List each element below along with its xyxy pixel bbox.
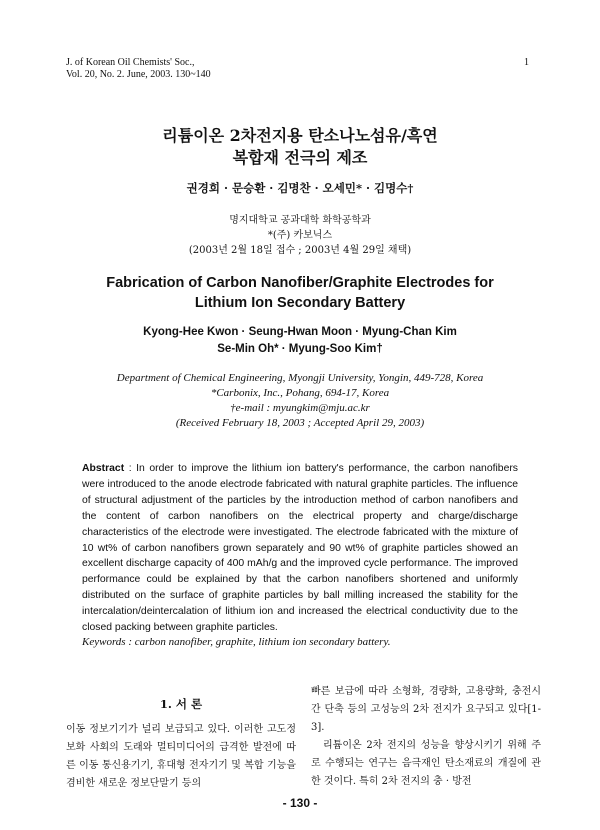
korean-authors: 권경희 · 문승환 · 김명찬 · 오세민* · 김명수† xyxy=(186,181,414,195)
body-paragraph: 리튬이온 2차 전지의 성능을 향상시키기 위해 주로 수행되는 연구는 음극재인 탄소재료의 개질에 관한 것이다. 특히 2차 전지의 충 · 방전 xyxy=(311,740,541,787)
korean-title-line-2: 복합재 전극의 제조 xyxy=(232,148,368,167)
body-column-left xyxy=(66,683,296,793)
keywords: Keywords : carbon nanofiber, graphite, lithium ion secondary battery. xyxy=(82,636,391,648)
english-title-line-2: Lithium Ion Secondary Battery xyxy=(194,295,406,311)
korean-affiliation-2: *(주) 카보닉스 xyxy=(267,230,333,241)
body-column-right xyxy=(311,683,541,791)
journal-citation xyxy=(66,57,211,81)
english-title-line-1: Fabrication of Carbon Nanofiber/Graphite Electrodes for xyxy=(106,275,494,291)
english-affiliation-1: Department of Chemical Engineering, Myongji University, Yongin, 449-728, Korea xyxy=(116,372,484,384)
abstract-label: Abstract xyxy=(82,463,125,474)
journal-line-1: J. of Korean Oil Chemists' Soc., xyxy=(66,57,195,68)
english-affiliation-3: †e-mail : myungkim@mju.ac.kr xyxy=(230,402,370,414)
korean-affiliation-1: 명지대학교 공과대학 화학공학과 xyxy=(229,215,371,226)
english-affiliation-2: *Carbonix, Inc., Pohang, 694-17, Korea xyxy=(210,387,390,399)
english-dates: (Received February 18, 2003 ; Accepted April 29, 2003) xyxy=(175,417,425,429)
abstract-text: : In order to improve the lithium ion battery's performance, the carbon nanofibers were introduced to the anode electrode fabricated with natural graphite particles. The influence of structural adjustment of the particles by the introduction method of carbon nanofibers and the content of carbon nanofibers on the electrical property and charge/discharge characteristics of the electrode were investigated. The electrode fabricated with the mixture of 10 wt% of carbon nanofibers grown separately and 90 wt% of graphite particles showed an excellent discharge capacity of 400 mAh/g and the improved cycle performance. The improved performance could be explained by that the carbon nanofibers shortened and uniformly distributed on the surface of graphite particles by ball milling increased the stability for the intercalation/deintercalation of lithium ion and increased the electrical conductivity due to the closed packing between graphite particles. xyxy=(82,463,519,634)
folio: - 130 - xyxy=(282,796,318,810)
korean-title xyxy=(0,125,600,169)
body-paragraph: 이동 정보기기가 널리 보급되고 있다. 이러한 고도정보화 사회의 도래와 멀티미디어의 급격한 발전에 따른 이동 통신용기기, 휴대형 전자기기 및 복합 기능을 겸비한 새로운 정보단말기 등의 xyxy=(66,724,296,789)
english-authors-line-2: Se-Min Oh* · Myung-Soo Kim† xyxy=(217,343,383,355)
page-number: 1 xyxy=(524,57,529,68)
english-authors xyxy=(0,324,600,358)
korean-dates: (2003년 2월 18일 접수 ; 2003년 4월 29일 채택) xyxy=(188,245,412,256)
korean-affiliation xyxy=(0,213,600,258)
abstract xyxy=(82,461,518,636)
english-affiliation xyxy=(0,371,600,431)
english-authors-line-1: Kyong-Hee Kwon · Seung-Hwan Moon · Myung-Chan Kim xyxy=(143,326,457,338)
english-title xyxy=(0,273,600,313)
journal-line-2: Vol. 20, No. 2. June, 2003. 130~140 xyxy=(66,69,211,80)
section-heading-introduction: 1. 서 론 xyxy=(159,697,203,711)
korean-title-line-1: 리튬이온 2차전지용 탄소나노섬유/흑연 xyxy=(162,126,438,145)
body-paragraph: 빠른 보급에 따라 소형화, 경량화, 고용량화, 충전시간 단축 등의 고성능의 2차 전지가 요구되고 있다[1-3]. xyxy=(311,686,541,733)
